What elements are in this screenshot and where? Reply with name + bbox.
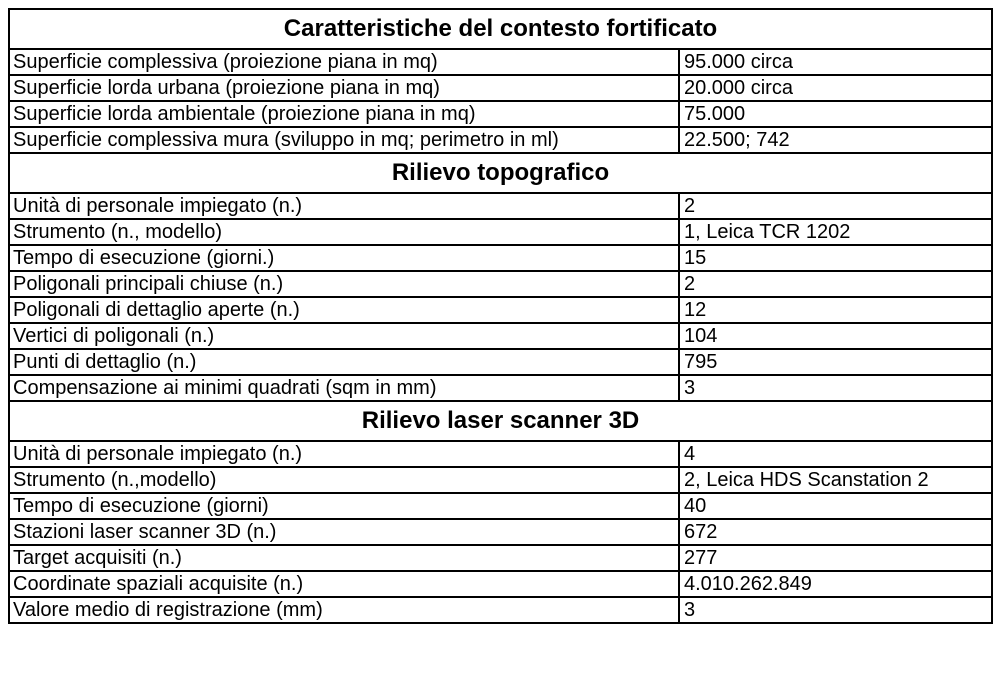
data-table <box>8 8 993 624</box>
row-value: 75.000 <box>679 101 992 127</box>
section-title: Rilievo topografico <box>9 153 992 193</box>
row-label: Valore medio di registrazione (mm) <box>9 597 679 623</box>
row-value: 22.500; 742 <box>679 127 992 153</box>
row-label: Coordinate spaziali acquisite (n.) <box>9 571 679 597</box>
row-label: Stazioni laser scanner 3D (n.) <box>9 519 679 545</box>
row-label: Target acquisiti (n.) <box>9 545 679 571</box>
row-label: Unità di personale impiegato (n.) <box>9 193 679 219</box>
row-value: 104 <box>679 323 992 349</box>
table-row <box>9 49 992 75</box>
table-row <box>9 545 992 571</box>
section-title: Rilievo laser scanner 3D <box>9 401 992 441</box>
row-label: Tempo di esecuzione (giorni.) <box>9 245 679 271</box>
row-label: Vertici di poligonali (n.) <box>9 323 679 349</box>
section-header-topographic-survey <box>9 153 992 193</box>
section-title: Caratteristiche del contesto fortificato <box>9 9 992 49</box>
table-row <box>9 127 992 153</box>
table-row <box>9 467 992 493</box>
table-row <box>9 597 992 623</box>
row-value: 3 <box>679 597 992 623</box>
table-row <box>9 101 992 127</box>
row-label: Poligonali principali chiuse (n.) <box>9 271 679 297</box>
table-row <box>9 219 992 245</box>
row-label: Poligonali di dettaglio aperte (n.) <box>9 297 679 323</box>
row-label: Superficie complessiva (proiezione piana in mq) <box>9 49 679 75</box>
table-row <box>9 271 992 297</box>
row-value: 95.000 circa <box>679 49 992 75</box>
table-row <box>9 245 992 271</box>
row-value: 15 <box>679 245 992 271</box>
row-value: 277 <box>679 545 992 571</box>
row-value: 1, Leica TCR 1202 <box>679 219 992 245</box>
row-value: 40 <box>679 493 992 519</box>
table-row <box>9 75 992 101</box>
table-row <box>9 493 992 519</box>
table-row <box>9 323 992 349</box>
row-value: 4 <box>679 441 992 467</box>
row-value: 795 <box>679 349 992 375</box>
row-value: 2, Leica HDS Scanstation 2 <box>679 467 992 493</box>
row-value: 20.000 circa <box>679 75 992 101</box>
row-label: Unità di personale impiegato (n.) <box>9 441 679 467</box>
row-label: Superficie complessiva mura (sviluppo in mq; perimetro in ml) <box>9 127 679 153</box>
table-row <box>9 441 992 467</box>
row-label: Superficie lorda urbana (proiezione piana in mq) <box>9 75 679 101</box>
section-header-laser-scanner-survey <box>9 401 992 441</box>
row-value: 3 <box>679 375 992 401</box>
table-row <box>9 349 992 375</box>
row-label: Compensazione ai minimi quadrati (sqm in mm) <box>9 375 679 401</box>
table-row <box>9 193 992 219</box>
row-label: Strumento (n., modello) <box>9 219 679 245</box>
table-row <box>9 375 992 401</box>
row-label: Tempo di esecuzione (giorni) <box>9 493 679 519</box>
table-row <box>9 571 992 597</box>
section-header-fortified-context <box>9 9 992 49</box>
row-value: 4.010.262.849 <box>679 571 992 597</box>
row-label: Punti di dettaglio (n.) <box>9 349 679 375</box>
row-value: 2 <box>679 271 992 297</box>
row-value: 12 <box>679 297 992 323</box>
row-value: 672 <box>679 519 992 545</box>
table-row <box>9 519 992 545</box>
table-row <box>9 297 992 323</box>
row-value: 2 <box>679 193 992 219</box>
row-label: Superficie lorda ambientale (proiezione piana in mq) <box>9 101 679 127</box>
row-label: Strumento (n.,modello) <box>9 467 679 493</box>
